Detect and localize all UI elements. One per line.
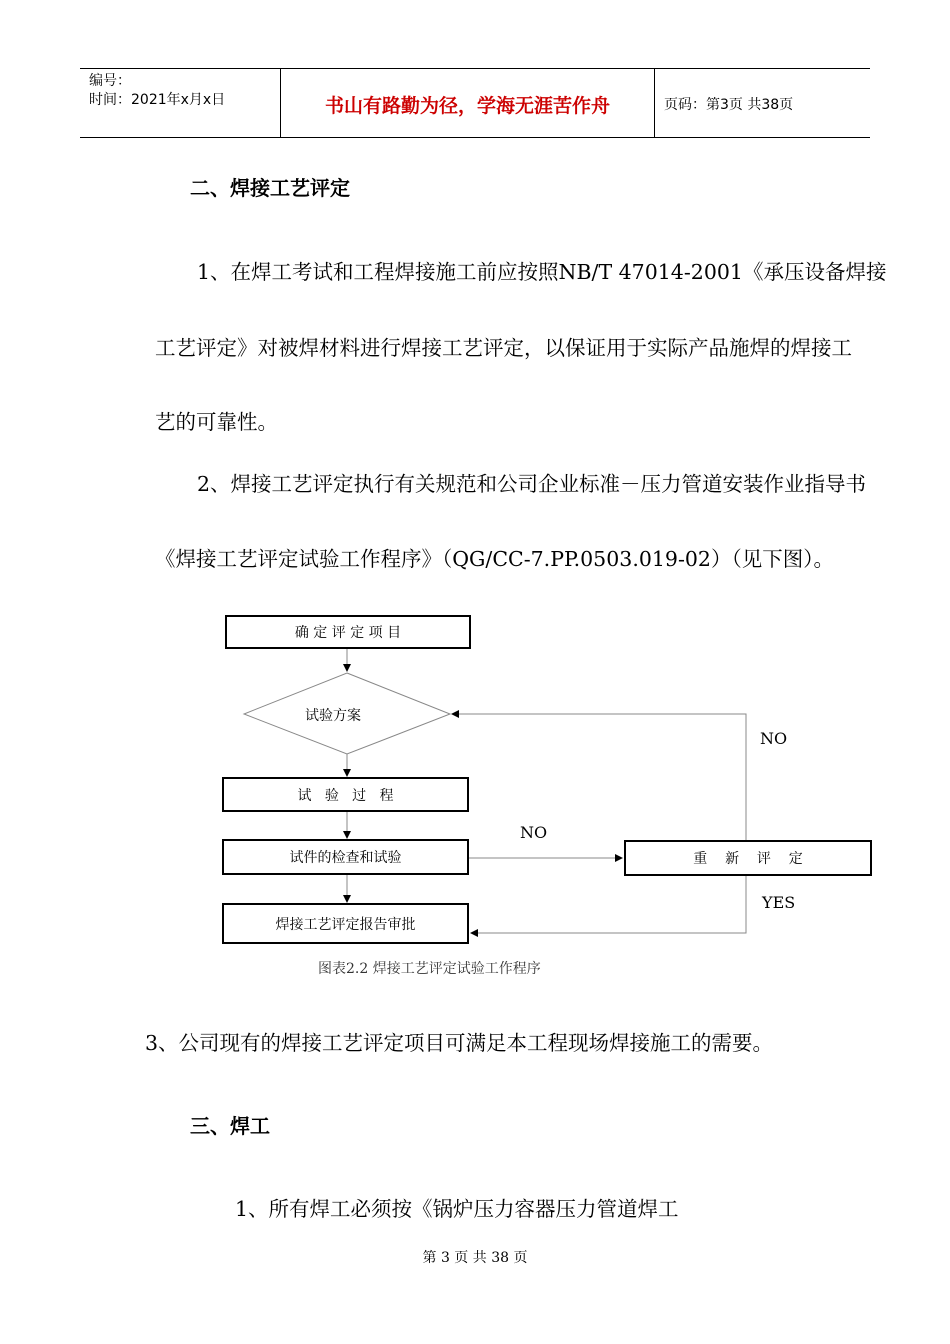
- section3-paragraph-1: 1、所有焊工必须按《锅炉压力容器压力管道焊工: [235, 1197, 679, 1221]
- label-no-middle: NO: [520, 823, 548, 842]
- motto-text: 书山有路勤为径，学海无涯苦作舟: [324, 95, 610, 117]
- flow-step-inspection: 试件的检查和试验: [222, 839, 469, 875]
- flow-step-re-evaluate: 重 新 评 定: [624, 840, 872, 876]
- section-heading-welders: 三、焊工: [190, 1114, 270, 1138]
- doc-number-label: 编号：: [89, 73, 131, 89]
- section-heading-welding-procedure: 二、焊接工艺评定: [190, 176, 350, 200]
- figure-caption: 图表2.2 焊接工艺评定试验工作程序: [318, 961, 541, 977]
- paragraph-1-line-2: 工艺评定》对被焊材料进行焊接工艺评定，以保证用于实际产品施焊的焊接工: [155, 336, 852, 360]
- paragraph-1-line-1: 1、在焊工考试和工程焊接施工前应按照NB/T 47014-2001《承压设备焊接: [197, 260, 887, 284]
- paragraph-2-line-1: 2、焊接工艺评定执行有关规范和公司企业标准－压力管道安装作业指导书: [197, 472, 867, 496]
- paragraph-3: 3、公司现有的焊接工艺评定项目可满足本工程现场焊接施工的需要。: [145, 1031, 774, 1055]
- page-footer: 第 3 页 共 38 页: [422, 1250, 528, 1266]
- arrow-reeval-no-to-decision: [452, 714, 746, 840]
- flow-step-determine-items: 确 定 评 定 项 目: [225, 615, 471, 649]
- flow-step-report-approval: 焊接工艺评定报告审批: [222, 903, 469, 944]
- paragraph-2-line-2: 《焊接工艺评定试验工作程序》（QG/CC-7.PP.0503.019-02）（见下图）。: [155, 547, 834, 571]
- page-info: 页码：第3页 共38页: [664, 97, 794, 113]
- paragraph-1-line-3: 艺的可靠性。: [155, 410, 278, 434]
- label-no-upper: NO: [760, 729, 788, 748]
- date-label: 时间：2021年x月x日: [89, 92, 226, 108]
- label-yes: YES: [762, 893, 796, 912]
- flow-decision-test-plan: 试验方案: [305, 708, 361, 724]
- arrow-reeval-yes-to-step4: [471, 876, 746, 933]
- flow-step-test-process: 试 验 过 程: [222, 777, 469, 812]
